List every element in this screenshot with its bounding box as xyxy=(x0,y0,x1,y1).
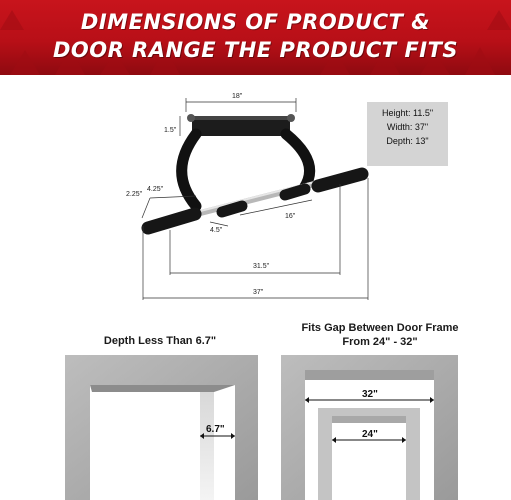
spec-depth: Depth: 13" xyxy=(386,136,429,146)
dim-total-width: 37" xyxy=(253,289,264,296)
left-arm xyxy=(182,134,196,206)
depth-label: 6.7" xyxy=(206,424,225,435)
right-inner-grip xyxy=(285,189,305,195)
outer-gap-label: 32" xyxy=(362,389,378,400)
spec-height: Height: 11.5" xyxy=(381,108,434,118)
dim-inner-width: 16" xyxy=(285,213,296,220)
dim-handle-gap: 4.5" xyxy=(210,227,223,234)
spec-box xyxy=(367,102,448,166)
dim-left-a: 2.25" xyxy=(126,191,143,198)
banner-title-line1: DIMENSIONS OF PRODUCT & xyxy=(80,10,431,34)
dim-mid-width: 31.5" xyxy=(253,263,270,270)
left-grip xyxy=(148,214,195,228)
door-frames xyxy=(0,350,511,500)
gap-caption xyxy=(280,321,480,349)
gap-caption-line2: From 24" - 32" xyxy=(342,336,418,348)
header-banner xyxy=(0,0,511,75)
inner-gap-label: 24" xyxy=(362,429,378,440)
left-inner-grip xyxy=(222,206,242,212)
dim-top-width: 18" xyxy=(232,93,243,100)
depth-door-frame xyxy=(65,355,258,500)
right-arm xyxy=(286,134,310,188)
gap-door-frame-outer xyxy=(281,355,458,500)
dim-top-height: 1.5" xyxy=(164,127,177,134)
spec-width: Width: 37" xyxy=(386,122,429,132)
gap-door-frame-inner xyxy=(318,408,420,500)
gap-caption-line1: Fits Gap Between Door Frame xyxy=(301,322,459,334)
depth-caption: Depth Less Than 6.7" xyxy=(103,335,217,347)
dim-left-b: 4.25" xyxy=(147,186,164,193)
banner-title-line2: DOOR RANGE THE PRODUCT FITS xyxy=(52,38,459,62)
